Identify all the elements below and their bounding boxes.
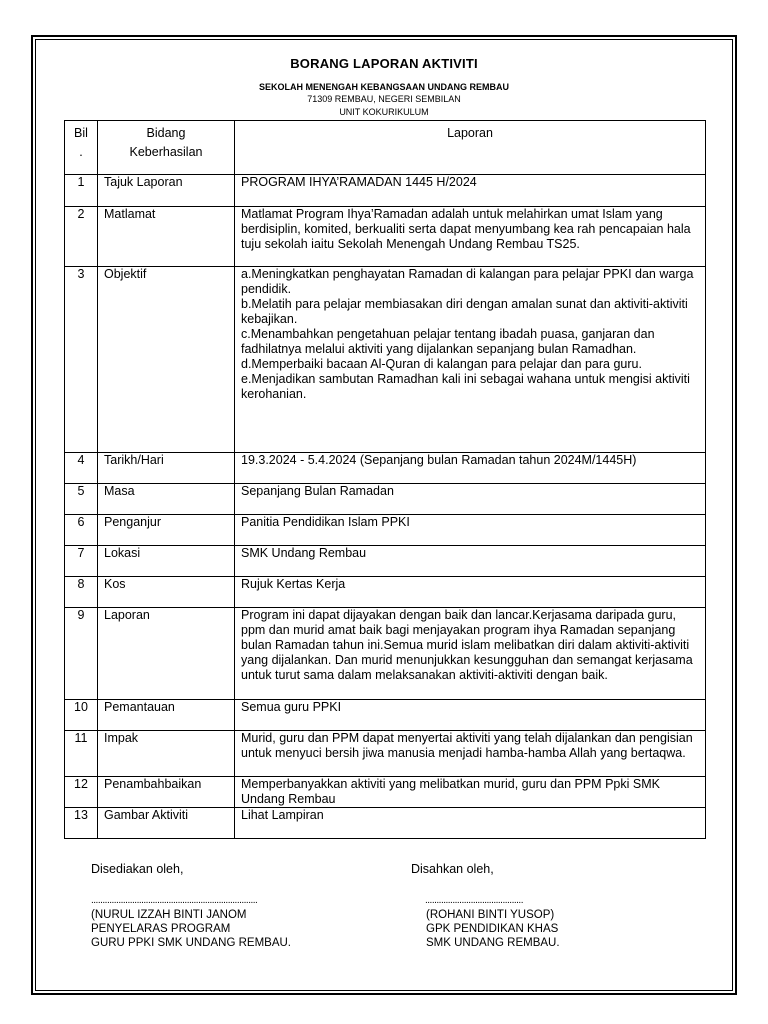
row-field: Laporan [98,608,235,700]
row-number: 3 [65,267,98,453]
row-field: Pemantauan [98,700,235,731]
approved-signature-line: ........................................... [425,895,523,906]
header-bil-line1: Bil [74,126,88,140]
school-address: 71309 REMBAU, NEGERI SEMBILAN [307,94,461,104]
table-header-row [65,121,706,175]
table-row [65,207,706,267]
table-row [65,808,706,839]
row-number: 2 [65,207,98,267]
table-row [65,577,706,608]
approved-by-block [426,908,560,950]
objective-b: b.Melatih para pelajar membiasakan diri dengan amalan sunat dan aktiviti-aktiviti kebajikan. [241,297,688,326]
row-field: Masa [98,484,235,515]
table-row [65,731,706,777]
approved-by-label: Disahkan oleh, [411,862,494,876]
row-value: Program ini dapat dijayakan dengan baik dan lancar.Kerjasama daripada guru, ppm dan murid amat baik bagi menjayakan program ihya Ramadan sepanjang bulan Ramadan tahun ini.Semua murid islam melibatkan diri dalam aktiviti-aktiviti yang dijalankan. Dan murid menunjukkan kesungguhan dan semangat kerjasama untuk turut sama dalam melaksanakan aktiviti-aktiviti dengan baik. [235,608,706,700]
school-name: SEKOLAH MENENGAH KEBANGSAAN UNDANG REMBAU [258,82,509,92]
row-field: Penganjur [98,515,235,546]
objective-c: c.Menambahkan pengetahuan pelajar tentang ibadah puasa, ganjaran dan fadhilatnya melalui aktiviti yang dijalankan sepanjang bulan Ramadhan. [241,327,655,356]
table-row [65,453,706,484]
row-number: 8 [65,577,98,608]
approved-org: SMK UNDANG REMBAU. [426,937,560,949]
prepared-org: GURU PPKI SMK UNDANG REMBAU. [91,937,291,949]
row-number: 1 [65,175,98,207]
row-field: Gambar Aktiviti [98,808,235,839]
row-field: Lokasi [98,546,235,577]
prepared-by-block [91,908,291,950]
header-laporan [235,121,706,175]
row-field: Tarikh/Hari [98,453,235,484]
table-row [65,484,706,515]
row-field: Kos [98,577,235,608]
row-field: Tajuk Laporan [98,175,235,207]
form-title: BORANG LAPORAN AKTIVITI [290,56,478,71]
row-value: 19.3.2024 - 5.4.2024 (Sepanjang bulan Ramadan tahun 2024M/1445H) [235,453,706,484]
approved-name: (ROHANI BINTI YUSOP) [426,909,555,921]
prepared-by-label: Disediakan oleh, [91,862,184,876]
header-bil [65,121,98,175]
header-laporan-text: Laporan [447,126,493,140]
row-value: Panitia Pendidikan Islam PPKI [235,515,706,546]
row-field: Matlamat [98,207,235,267]
table-row [65,267,706,453]
header-bidang-line1: Bidang [146,126,186,140]
header-bidang-line2: Keberhasilan [129,145,203,159]
row-value: Murid, guru dan PPM dapat menyertai aktiviti yang telah dijalankan dan pengisian untuk menyuci bersih jiwa manusia menjadi hamba-hamba Allah yang bertaqwa. [235,731,706,777]
row-value-objectives [235,267,706,453]
row-number: 7 [65,546,98,577]
table-row [65,700,706,731]
row-number: 12 [65,777,98,808]
table-row [65,175,706,207]
row-field: Penambahbaikan [98,777,235,808]
row-value: Memperbanyakkan aktiviti yang melibatkan murid, guru dan PPM Ppki SMK Undang Rembau [235,777,706,808]
prepared-name: (NURUL IZZAH BINTI JANOM [91,909,247,921]
row-number: 10 [65,700,98,731]
row-value: Matlamat Program Ihya’Ramadan adalah untuk melahirkan umat Islam yang berdisiplin, komited, berkualiti serta dapat menyumbang kea rah pencapaian hala tuju sekolah iaitu Sekolah Menengah Undang Rembau TS25. [235,207,706,267]
row-value: SMK Undang Rembau [235,546,706,577]
table-row [65,608,706,700]
row-field: Objektif [98,267,235,453]
header-bil-line2: . [79,145,83,159]
header-bidang [98,121,235,175]
approved-role: GPK PENDIDIKAN KHAS [426,923,559,935]
row-value: Rujuk Kertas Kerja [235,577,706,608]
row-field: Impak [98,731,235,777]
objective-e: e.Menjadikan sambutan Ramadhan kali ini sebagai wahana untuk mengisi aktiviti kerohanian. [241,372,690,401]
row-value: PROGRAM IHYA’RAMADAN 1445 H/2024 [235,175,706,207]
objective-a: a.Meningkatkan penghayatan Ramadan di kalangan para pelajar PPKI dan warga pendidik. [241,267,694,296]
row-number: 6 [65,515,98,546]
unit-name: UNIT KOKURIKULUM [339,107,429,117]
row-number: 4 [65,453,98,484]
prepared-role: PENYELARAS PROGRAM [91,923,231,935]
row-number: 13 [65,808,98,839]
table-row [65,515,706,546]
row-value: Semua guru PPKI [235,700,706,731]
row-number: 11 [65,731,98,777]
prepared-signature-line: ......................................................................... [91,895,258,906]
row-number: 5 [65,484,98,515]
report-table [64,120,706,839]
row-value: Sepanjang Bulan Ramadan [235,484,706,515]
table-row [65,546,706,577]
row-number: 9 [65,608,98,700]
table-row [65,777,706,808]
objective-d: d.Memperbaiki bacaan Al-Quran di kalangan para pelajar dan para guru. [241,357,642,371]
row-value: Lihat Lampiran [235,808,706,839]
